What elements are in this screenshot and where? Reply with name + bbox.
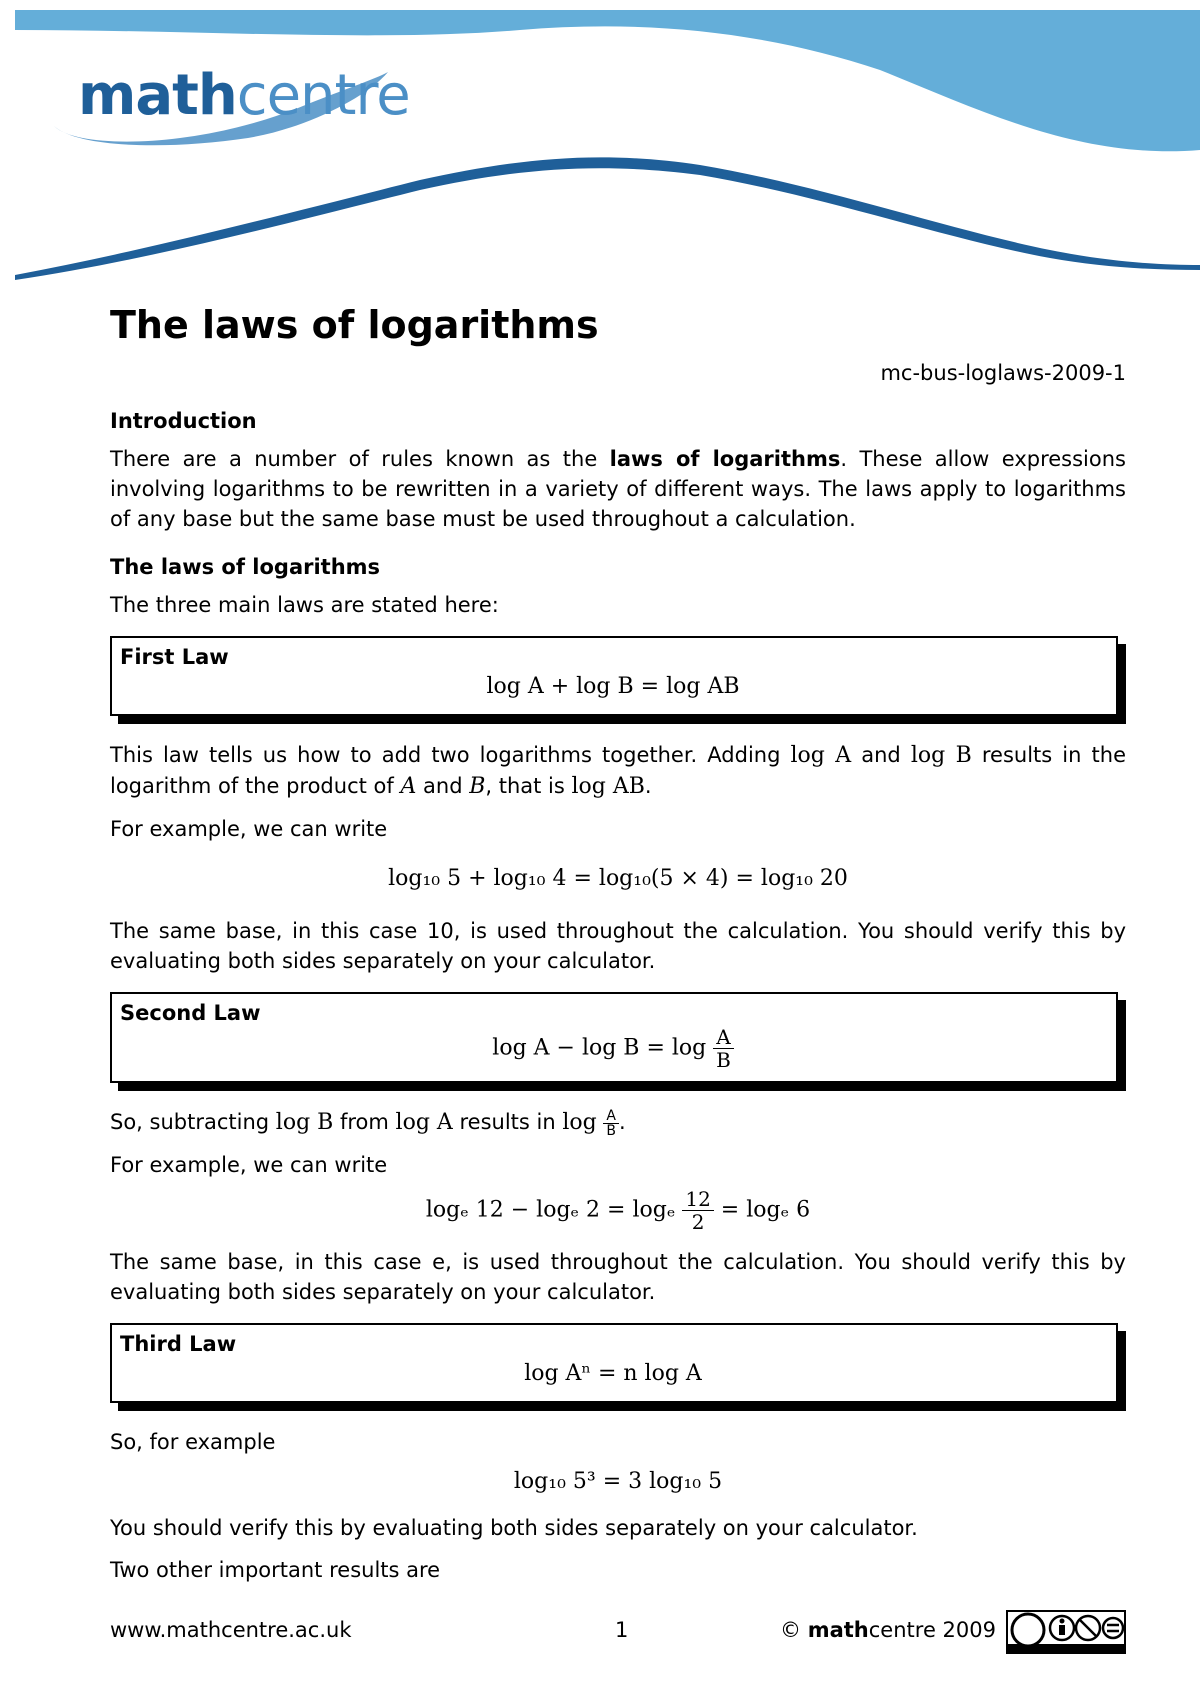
document-body <box>110 300 1126 1597</box>
first-law-note: The same base, in this case 10, is used throughout the calculation. You should verify this by evaluating both sides separately on your calculator. <box>110 919 1126 973</box>
closing-line: Two other important results are <box>110 1558 441 1582</box>
third-law-box <box>110 1323 1118 1403</box>
first-law-explanation: This law tells us how to add two logarithms together. Adding log A and log B results in the logarithm of the product of A and B, that is log AB. <box>110 743 1126 799</box>
document-id: mc-bus-loglaws-2009-1 <box>880 361 1126 385</box>
third-law-formula: log Aⁿ = n log A <box>524 1361 702 1386</box>
first-law-label: First Law <box>120 645 229 669</box>
third-law-note: You should verify this by evaluating both sides separately on your calculator. <box>110 1516 918 1540</box>
second-law-formula: log A − log B = log $\frac{A}{B}$ <box>120 1026 1106 1071</box>
second-law-example-fraction: $\frac{12}{2}$ <box>682 1188 713 1233</box>
footer-url[interactable]: www.mathcentre.ac.uk <box>110 1618 352 1642</box>
laws-lead: The three main laws are stated here: <box>110 593 499 617</box>
mathcentre-logo: mathcentre <box>78 63 410 128</box>
laws-heading: The laws of logarithms <box>110 555 381 579</box>
footer-copyright: © mathcentre 2009 <box>780 1618 996 1642</box>
first-law-formula: log A + log B = log AB <box>486 674 740 699</box>
second-law-example: logₑ 12 − logₑ 2 = logₑ $\frac{12}{2}$ = logₑ 6 <box>425 1187 811 1234</box>
page-number: 1 <box>615 1618 629 1642</box>
second-law-box <box>110 992 1118 1083</box>
first-law-example: log₁₀ 5 + log₁₀ 4 = log₁₀(5 × 4) = log₁₀ 20 <box>388 866 848 891</box>
page-title: The laws of logarithms <box>110 303 599 347</box>
first-law-box <box>110 636 1118 716</box>
introduction-heading: Introduction <box>110 409 257 433</box>
second-law-inline-fraction: $\frac{A}{B}$ <box>603 1109 619 1138</box>
second-law-explanation: So, subtracting log B from log A results in log $\frac{A}{B}$ . <box>110 1107 626 1139</box>
page-footer <box>110 1610 1126 1650</box>
second-law-example-lead: For example, we can write <box>110 1153 388 1177</box>
second-law-label: Second Law <box>120 1001 261 1025</box>
third-law-example-lead: So, for example <box>110 1430 276 1454</box>
introduction-paragraph: There are a number of rules known as the laws of logarithms. These allow expressions involving logarithms to be rewritten in a variety of different ways. The laws apply to logarithms of any base but the same base must be used throughout a calculation. <box>110 447 1126 531</box>
first-law-example-lead: For example, we can write <box>110 817 388 841</box>
logo-swoosh <box>48 66 393 150</box>
third-law-label: Third Law <box>120 1332 237 1356</box>
second-law-fraction: $\frac{A}{B}$ <box>713 1026 733 1071</box>
third-law-example: log₁₀ 5³ = 3 log₁₀ 5 <box>513 1469 723 1494</box>
creative-commons-license-icon <box>1006 1610 1126 1654</box>
second-law-note: The same base, in this case e, is used throughout the calculation. You should verify this by evaluating both sides separately on your calculator. <box>110 1250 1126 1304</box>
